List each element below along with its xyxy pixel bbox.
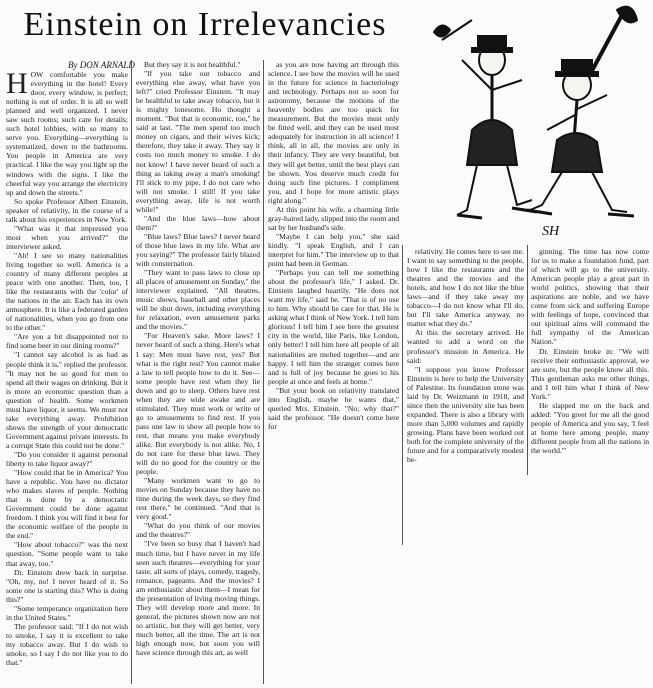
paragraph: "Some temperance organization here in the United States." — [6, 603, 128, 622]
paragraph: "Do you consider it against personal liberty to take liquor away?" — [6, 449, 128, 469]
article-column-5 — [531, 247, 649, 477]
paragraph: "What do you think of our movies and the theatres?" — [136, 521, 260, 540]
paragraph: "Perhaps you can tell me something about the professor's life," I asked. Dr. Einstein laughed heartily. "He does not want my life," said he. "That is of no use to him. Why should he care for that. He is asking what I think of New York. I tell him glorious! I tell him I see here the greatest city in the world, like Paris, like London, only better! I tell him here all people of all nationalities are melted together—and are happy. I tell him the stranger comes here and is full of joy because he goes to his people at once and feels at home." — [268, 268, 399, 386]
paragraph: relativity. He comes here to see me. I want to say something to the people, how I like the restaurants and the theatres and the movies and the hotels, and how I do not like the blue laws—and if they take away my tobacco—I do not know what I'll do, but I'll take America anyway, no matter what they do." — [407, 247, 524, 329]
paragraph: "How about tobacco?" was the next question. "Some people want to take that away, too." — [6, 540, 128, 568]
paragraph: "I've been so busy that I haven't had much time, but I have never in my life seen such theatres—everything for your taste, all sorts of plays, comedy, tragedy, romance, pageants. And the movies? I am enthusiastic about them—I mean for the presentation of living moving things. They will develop more and more. In general, the pictures shown now are not so artistic, but they will get better, very much better, all the time. The art is not high enough now, but soon you will have science through this art, as well — [136, 539, 260, 658]
paragraph: "But your book on relativity translated into English, maybe he wants that," queried Mrs. Einstein. "No; why that?" said the professor. "He doesn't come here for — [268, 385, 399, 431]
paragraph: "I cannot say alcohol is as bad as people think it is," replied the professor. "It may not be so good for men to spend all their wages on drinking. But it is more an economic question than a question of health. Some workmen must have liquor, it seems. We must not take everything away. Prohibition shows the strength of your democratic Government against private interests. In a corrupt State this could not be done." — [6, 350, 128, 450]
paragraph: At this the secretary arrived. He wanted to add a word on the professor's mission in America. He said: — [407, 328, 524, 365]
paragraph: "How could that be in America? You have a republic. You have no dictator who makes slaves of people. Nothing that is done by a democratic Government could be done against freedom. I think you will find it best for the economic welfare of the people in the end." — [6, 468, 128, 541]
paragraph: The professor said: "If I do not wish to smoke, I say it is excellent to take my tobacco away. But I do wish to smoke, so I say I do not like you to do that." — [6, 621, 128, 668]
article-column-1 — [6, 70, 128, 684]
paragraph: "Are you a bit disappointed not to find some beer in our dining rooms?" — [6, 332, 128, 351]
paragraph: "Many workmen want to go to movies on Sunday because they have no time during the week days, so they find rest there," he continued. "And that is very good." — [136, 476, 260, 522]
paragraph: "What was it that impressed you most when you arrived?" the interviewer asked. — [6, 223, 128, 251]
paragraph: "I suppose you know Professor Einstein is here to help the University of Palestine. Its foundation stone was laid by Dr. Weizmann in 1918, and since then the university site has been expanded. There is also a library with more than 5,000 volumes and rapidly growing. Plans have been worked out both for the complete university of the future and for a comparatively modest be- — [407, 364, 524, 465]
column-divider — [263, 60, 264, 684]
paragraph: "They want to pass laws to close up all places of amusement on Sunday," the interviewer explained. "All theatres, music shows, baseball and other places will be shut down, including everything for relaxation, even amusement parks and the movies." — [136, 268, 260, 332]
paragraph: "Blue laws? Blue laws? I never heard of those blue laws in my life. What are you saying?" The professor fairly blazed with consternation. — [136, 231, 260, 269]
paragraph: as you are now having art through this science. I see how the movies will be used in the future for science in bacteriology and technology. Perhaps not so soon for astronomy, because the motions of the heavenly bodies are too quick for measurement. But the movies must only be fitted well, and they can be used most adequately for instruction in all science! I think, all in all, the movies are only in their infancy. They are very beautiful, but they will get better, until the best plays can be shown. You deserve much credit for doing such fine pictures. I compliment you, and I hope for more artistic plays right along." — [268, 60, 399, 205]
article-column-4 — [407, 247, 524, 547]
paragraph — [6, 70, 128, 197]
column-divider — [527, 245, 528, 475]
article-column-3 — [268, 60, 399, 684]
column-divider — [131, 60, 132, 684]
paragraph: "Maybe I can help you," she said kindly. "I speak English, and I can interpret for him." The interview up to that point had been in German. — [268, 231, 399, 269]
paragraph: "And the blue laws—how about them?" — [136, 213, 260, 232]
byline: By DON ARNALD — [68, 60, 135, 70]
paragraph: "For Heaven's sake. More laws? I never heard of such a thing. Here's what I say: Men must have rest, yes? But what is the right rest? You cannot make a law to tell people how to do it. See—some people have rest when they lie down and go to sleep. Others have rest when they are wide awake and are stimulated. They must work or write or go to amusements to find rest. If you pass one law to show all people how to rest, that means you make everybody alike. But everybody is not alike. No, I do not care for these blue laws. They will do no good for the country or the people. — [136, 331, 260, 477]
paragraph: So spoke Professor Albert Einstein, speaker of relativity, in the course of a talk about his experiences in New York. — [6, 196, 128, 224]
signature: SH — [542, 224, 560, 239]
paragraph: "If you take our tobacco and everything else away, what have you left?" cried Professor Einstein. "It may be healthful to take away tobacco, but it is mighty lonesome. Ho thought a moment. "But that is economic, too," he said at last. "The men spend too much money on cigars, and their wives kick; therefore, they take it away. They say it costs too much money to smoke. I do not know! I have never heard of such a thing as taking away a man's smoking! I'll stick to my pipe. I do not care who will not smoke. I still! If you take everything away, life is not worth while!" — [136, 69, 260, 214]
paragraph: At this point his wife, a charming little gray-haired lady, slipped into the room and sat by her husband's side. — [268, 204, 399, 232]
paragraph: He slapped me on the back and added: "You greet for me all the good people of America and you say, 'I feel at home here among people, many different people from all the nations in the world.'" — [531, 400, 649, 456]
article-column-2 — [136, 60, 260, 684]
column-divider — [402, 245, 403, 545]
paragraph: Dr. Einstein broke in: "We will receive their enthusiastic approval, we are sure, but the people know all this. This gentleman asks me other things, and I tell him what I think of New York." — [531, 346, 649, 401]
drop-cap: H — [6, 70, 28, 100]
headline: Einstein on Irrelevancies — [23, 6, 387, 43]
paragraph: But they say it is not healthful." — [144, 60, 241, 69]
paragraph: ginning. The time has now come for us to make a foundation fund, part of which will go to the university. American people play a great part in world politics, showing that their aspirations are noble, and we have come from sick and suffering Europe with feelings of hope, convinced that our spiritual aims will command the full sympathy of the American Nation." — [531, 247, 649, 347]
paragraph: Dr. Einstein drew back in surprise. "Oh, my, no! I never heard of it. So some one is starting this? Who is doing this?" — [6, 567, 128, 604]
cartoon-illustration-icon — [412, 0, 653, 245]
paragraph: "Ah! I see so many nationalities living together so well. America is a country of many different peoples at peace with one another. Then, too, I like the restaurants with the 'color' of the nations in the air. Each has its own atmosphere. It is like a federated garden of nationalities, when you go from one to the other." — [6, 250, 128, 333]
paragraph-text: OW comfortable you make everything in the hotel! Every door, every window, is perfect; nothing is out of order. It is all so well planned and well organized. I never saw such rooms; such care for details; such hotel lobbies, with so many to serve you. Everything—everything is systematized, down to the bathrooms. You people in America are very practical. I like the way you light up the windows with the signs. I like the cheerful way you arrange the electricity up and down the streets." — [6, 70, 128, 197]
